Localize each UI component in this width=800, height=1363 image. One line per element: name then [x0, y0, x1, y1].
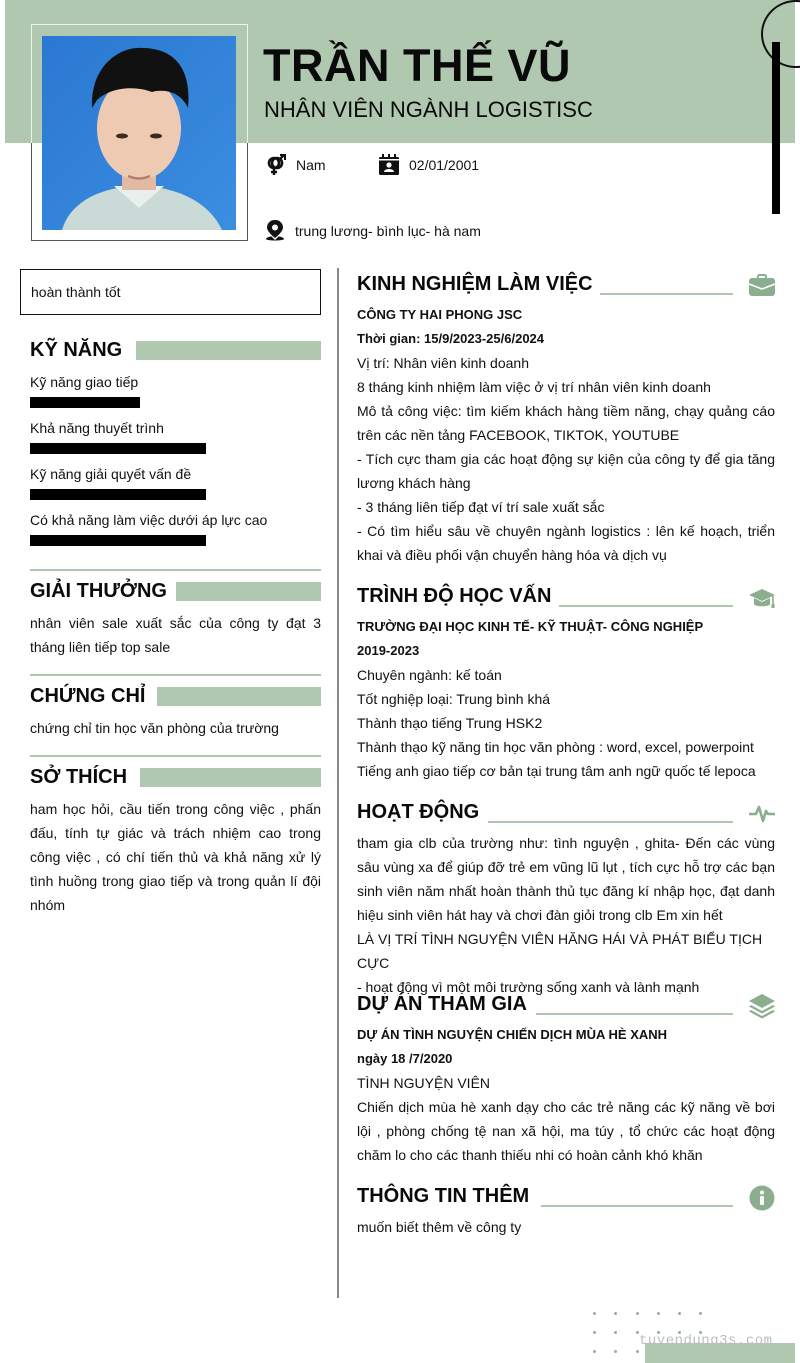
- project-description: Chiến dịch mùa hè xanh dạy cho các trẻ năng các kỹ năng về bơi lội , phòng chống tệ nan xã hội, ma túy , tổ chức các hoạt động chăm lo cho các thanh thiếu nhi có hoàn cảnh khó khăn: [357, 1099, 775, 1163]
- activity-line: LÀ VỊ TRÍ TÌNH NGUYỆN VIÊN HĂNG HÁI VÀ PHÁT BIỂU TỊCH CỰC: [357, 931, 763, 971]
- activities-section: [357, 801, 775, 999]
- watermark: tuyendung3s.com: [639, 1333, 773, 1349]
- section-line: [559, 605, 733, 607]
- career-objective: hoàn thành tốt: [20, 269, 321, 315]
- experience-line: - 3 tháng liên tiếp đạt ví trí sale xuất sắc: [357, 499, 605, 515]
- skill-level-bar: [30, 397, 140, 408]
- section-line: [488, 821, 733, 823]
- candidate-name: TRẦN THẾ VŨ: [263, 40, 571, 91]
- graduation-cap-icon: [749, 585, 775, 611]
- info-icon: [749, 1185, 775, 1211]
- layers-icon: [749, 993, 775, 1019]
- projects-section: [357, 993, 775, 1167]
- experience-line: Vị trí: Nhân viên kinh doanh: [357, 355, 529, 371]
- experience-section: [357, 273, 775, 567]
- calendar-icon: [379, 154, 399, 175]
- additional-info-title: THÔNG TIN THÊM: [357, 1185, 530, 1207]
- skill-label: Khả năng thuyết trình: [30, 420, 164, 436]
- column-divider: [337, 268, 339, 1298]
- section-rule: [30, 755, 321, 757]
- job-title: NHÂN VIÊN NGÀNH LOGISTISC: [264, 97, 593, 122]
- hobbies-title-bar: [140, 768, 321, 787]
- projects-title: DỰ ÁN THAM GIA: [357, 993, 527, 1015]
- awards-text: nhân viên sale xuất sắc của công ty đạt 3 tháng liên tiếp top sale: [30, 615, 321, 655]
- hobbies-title: SỞ THÍCH: [30, 766, 128, 788]
- education-line: Thành thạo tiếng Trung HSK2: [357, 715, 543, 731]
- section-line: [541, 1205, 733, 1207]
- address-value: trung lương- bình lục- hà nam: [295, 223, 481, 239]
- portrait-image: [42, 36, 236, 230]
- study-period: 2019-2023: [357, 643, 420, 658]
- skill-level-bar: [30, 535, 206, 546]
- project-role: TÌNH NGUYỆN VIÊN: [357, 1075, 491, 1091]
- experience-line: - Có tìm hiểu sâu về chuyên ngành logistics : lên kế hoạch, triển khai và điều phối vận chuyển hàng hóa và dịch vụ: [357, 523, 775, 563]
- education-line: Thành thạo kỹ năng tin học văn phòng : word, excel, powerpoint: [357, 739, 754, 755]
- heartbeat-icon: [749, 801, 775, 827]
- section-line: [536, 1013, 733, 1015]
- skill-level-bar: [30, 443, 206, 454]
- activity-line: tham gia clb của trường như: tình nguyện , ghita- Đến các vùng sâu vùng xa để giúp đỡ trẻ em vũng lũ lụt , tích cực hỗ trợ các bạn sinh viên năm nhất hoàn thành thủ tục đăng kí nhập học, đạt danh hiệu sinh viên hát hay và chơi đàn giỏi trong clb Em xin hết: [357, 835, 775, 923]
- skill-level-bar: [30, 489, 206, 500]
- gender-value: Nam: [296, 157, 326, 173]
- certificates-text: chứng chỉ tin học văn phòng của trường: [30, 720, 279, 736]
- experience-line: 8 tháng kinh nhiệm làm việc ở vị trí nhân viên kinh doanh: [357, 379, 711, 395]
- additional-info-text: muốn biết thêm về công ty: [357, 1219, 522, 1235]
- certificates-title-bar: [157, 687, 321, 706]
- briefcase-icon: [749, 273, 775, 299]
- gender-field: [265, 154, 326, 176]
- skills-title-bar: [136, 341, 321, 360]
- awards-title: GIẢI THƯỞNG: [30, 580, 167, 602]
- skill-label: Có khả năng làm việc dưới áp lực cao: [30, 512, 268, 528]
- education-title: TRÌNH ĐỘ HỌC VẤN: [357, 585, 552, 607]
- awards-title-bar: [176, 582, 321, 601]
- skill-label: Kỹ năng giao tiếp: [30, 374, 139, 390]
- hobbies-text: ham học hỏi, cầu tiến trong công việc , phấn đấu, tính tự giác và trách nhiệm cao trong công việc , có chí tiến thủ và khả năng xử lý tình huồng trong giao tiếp và trong quản lí đội nhóm: [30, 801, 321, 913]
- experience-line: Mô tả công việc: tìm kiếm khách hàng tiềm năng, chạy quảng cáo trên các nền tảng FACEBOOK, TIKTOK, YOUTUBE: [357, 403, 775, 443]
- certificates-title: CHỨNG CHỈ: [30, 685, 146, 707]
- education-line: Tốt nghiệp loại: Trung bình khá: [357, 691, 551, 707]
- school-name: TRƯỜNG ĐẠI HỌC KINH TẾ- KỸ THUẬT- CÔNG NGHIỆP: [357, 619, 704, 634]
- section-rule: [30, 569, 321, 571]
- education-line: Chuyên ngành: kế toán: [357, 667, 502, 683]
- additional-info-section: [357, 1185, 775, 1239]
- work-period: Thời gian: 15/9/2023-25/6/2024: [357, 331, 545, 346]
- birthday-field: [379, 154, 479, 175]
- section-rule: [30, 674, 321, 676]
- avatar: [42, 36, 236, 230]
- decorative-bar: [772, 42, 780, 214]
- location-pin-icon: [265, 220, 285, 242]
- skills-title: KỸ NĂNG: [30, 339, 123, 361]
- birthday-value: 02/01/2001: [409, 156, 480, 173]
- project-name: DỰ ÁN TÌNH NGUYỆN CHIẾN DỊCH MÙA HÈ XANH: [357, 1027, 668, 1042]
- experience-title: KINH NGHIỆM LÀM VIỆC: [357, 273, 593, 295]
- skill-label: Kỹ năng giải quyết vấn đề: [30, 466, 192, 482]
- activities-title: HOẠT ĐỘNG: [357, 801, 480, 823]
- gender-icon: [265, 154, 286, 176]
- education-line: Tiếng anh giao tiếp cơ bản tại trung tâm anh ngữ quốc tế lepoca: [357, 763, 756, 779]
- address-field: [265, 220, 481, 242]
- section-line: [600, 293, 733, 295]
- project-date: ngày 18 /7/2020: [357, 1051, 453, 1066]
- education-section: [357, 585, 775, 783]
- activity-line: - hoạt động vì một môi trường sống xanh và lành mạnh: [357, 979, 700, 995]
- experience-line: - Tích cực tham gia các hoạt động sự kiện của công ty để gia tăng lương khách hàng: [357, 451, 775, 491]
- company-name: CÔNG TY HAI PHONG JSC: [357, 307, 523, 322]
